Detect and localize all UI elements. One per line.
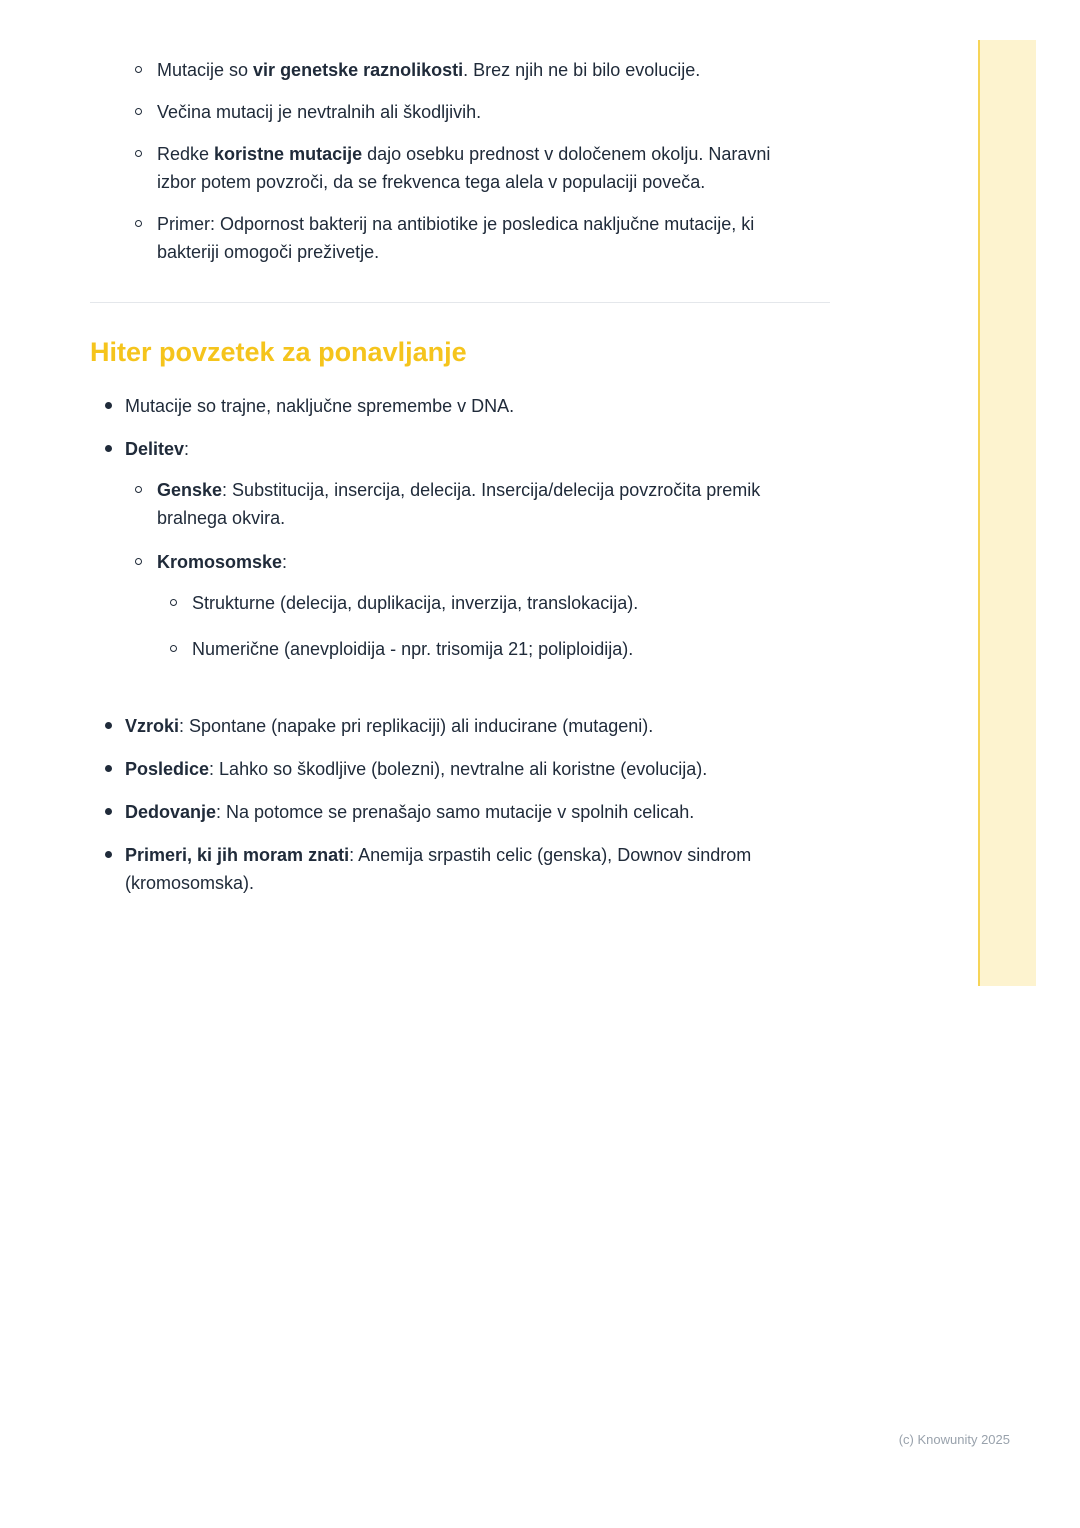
text-segment-bold: koristne mutacije — [214, 144, 363, 164]
circle-bullet-icon — [170, 645, 177, 652]
text-segment: : Substitucija, insercija, delecija. Insercija/delecija povzročita premik bralnega okvira. — [157, 480, 761, 528]
list-item-text — [157, 98, 481, 126]
list-item — [135, 140, 835, 196]
section-heading: Hiter povzetek za ponavljanje — [90, 337, 467, 367]
list-item-text — [125, 435, 815, 697]
text-segment: : Spontane (napake pri replikaciji) ali inducirane (mutageni). — [179, 716, 654, 736]
text-segment: dajo osebku prednost v določenem okolju. Naravni izbor potem povzroči, da se frekvenca tega alela v populaciji poveča. — [157, 144, 771, 192]
list-item — [135, 210, 835, 266]
list-item — [105, 435, 835, 697]
list-item — [105, 798, 835, 826]
text-segment-bold: Genske — [157, 480, 223, 500]
disc-bullet-icon — [105, 851, 112, 858]
accent-stripe — [978, 40, 1036, 986]
list-item — [135, 98, 835, 126]
list-item — [105, 712, 835, 740]
circle-bullet-icon — [135, 66, 142, 73]
text-segment: : Anemija srpastih celic (genska), Downov sindrom (kromosomska). — [125, 845, 752, 893]
text-segment-bold: Dedovanje — [125, 802, 217, 822]
text-segment: Redke — [157, 144, 215, 164]
nested-list — [135, 476, 815, 681]
circle-bullet-icon — [135, 108, 142, 115]
list-item-text — [157, 56, 700, 84]
text-segment: Večina mutacij je nevtralnih ali škodljivih. — [157, 102, 482, 122]
text-segment: . Brez njih ne bi bilo evolucije. — [463, 60, 701, 80]
disc-bullet-icon — [105, 445, 112, 452]
text-segment-bold: Vzroki — [125, 716, 180, 736]
list-item — [170, 589, 638, 617]
circle-bullet-icon — [135, 220, 142, 227]
list-item-text — [125, 841, 815, 897]
text-segment-bold: Kromosomske — [157, 552, 283, 572]
list-item — [135, 476, 815, 532]
disc-bullet-icon — [105, 808, 112, 815]
page-content — [90, 40, 835, 912]
text-segment: : — [184, 439, 190, 459]
list-item — [105, 841, 835, 897]
text-segment-bold: Posledice — [125, 759, 210, 779]
text-segment-bold: Primeri, ki jih moram znati — [125, 845, 350, 865]
summary-list — [90, 392, 835, 897]
text-segment: Mutacije so — [157, 60, 254, 80]
list-item-text — [125, 392, 514, 420]
list-item-text — [125, 755, 707, 783]
list-item — [105, 392, 835, 420]
text-segment: : Na potomce se prenašajo samo mutacije v spolnih celicah. — [216, 802, 695, 822]
list-item-text — [157, 210, 812, 266]
list-item-text — [157, 476, 815, 532]
text-segment-bold: Delitev — [125, 439, 185, 459]
list-item-text — [192, 635, 633, 663]
text-segment: : Lahko so škodljive (bolezni), nevtralne ali koristne (evolucija). — [209, 759, 708, 779]
text-segment-bold: vir genetske raznolikosti — [253, 60, 464, 80]
list-item — [135, 548, 815, 681]
list-item — [135, 56, 835, 84]
list-item — [170, 635, 638, 663]
circle-bullet-icon — [135, 486, 142, 493]
text-segment: Mutacije so trajne, naključne spremembe v DNA. — [125, 396, 515, 416]
footer-credit: (c) Knowunity 2025 — [898, 1432, 1010, 1447]
circle-bullet-icon — [135, 558, 142, 565]
disc-bullet-icon — [105, 402, 112, 409]
intro-list — [90, 56, 835, 266]
list-item-text — [125, 712, 653, 740]
list-item-text — [125, 798, 694, 826]
list-item-text — [192, 589, 638, 617]
list-item-text — [157, 140, 812, 196]
list-item — [105, 755, 835, 783]
circle-bullet-icon — [135, 150, 142, 157]
nested-list — [170, 589, 638, 663]
text-segment: Primer: Odpornost bakterij na antibiotike je posledica naključne mutacije, ki bakteriji omogoči preživetje. — [157, 214, 755, 262]
disc-bullet-icon — [105, 722, 112, 729]
text-segment: Strukturne (delecija, duplikacija, inverzija, translokacija). — [192, 593, 639, 613]
divider — [90, 302, 830, 303]
list-item-text — [157, 548, 638, 681]
text-segment: : — [282, 552, 288, 572]
disc-bullet-icon — [105, 765, 112, 772]
circle-bullet-icon — [170, 599, 177, 606]
text-segment: Numerične (anevploidija - npr. trisomija 21; poliploidija). — [192, 639, 634, 659]
